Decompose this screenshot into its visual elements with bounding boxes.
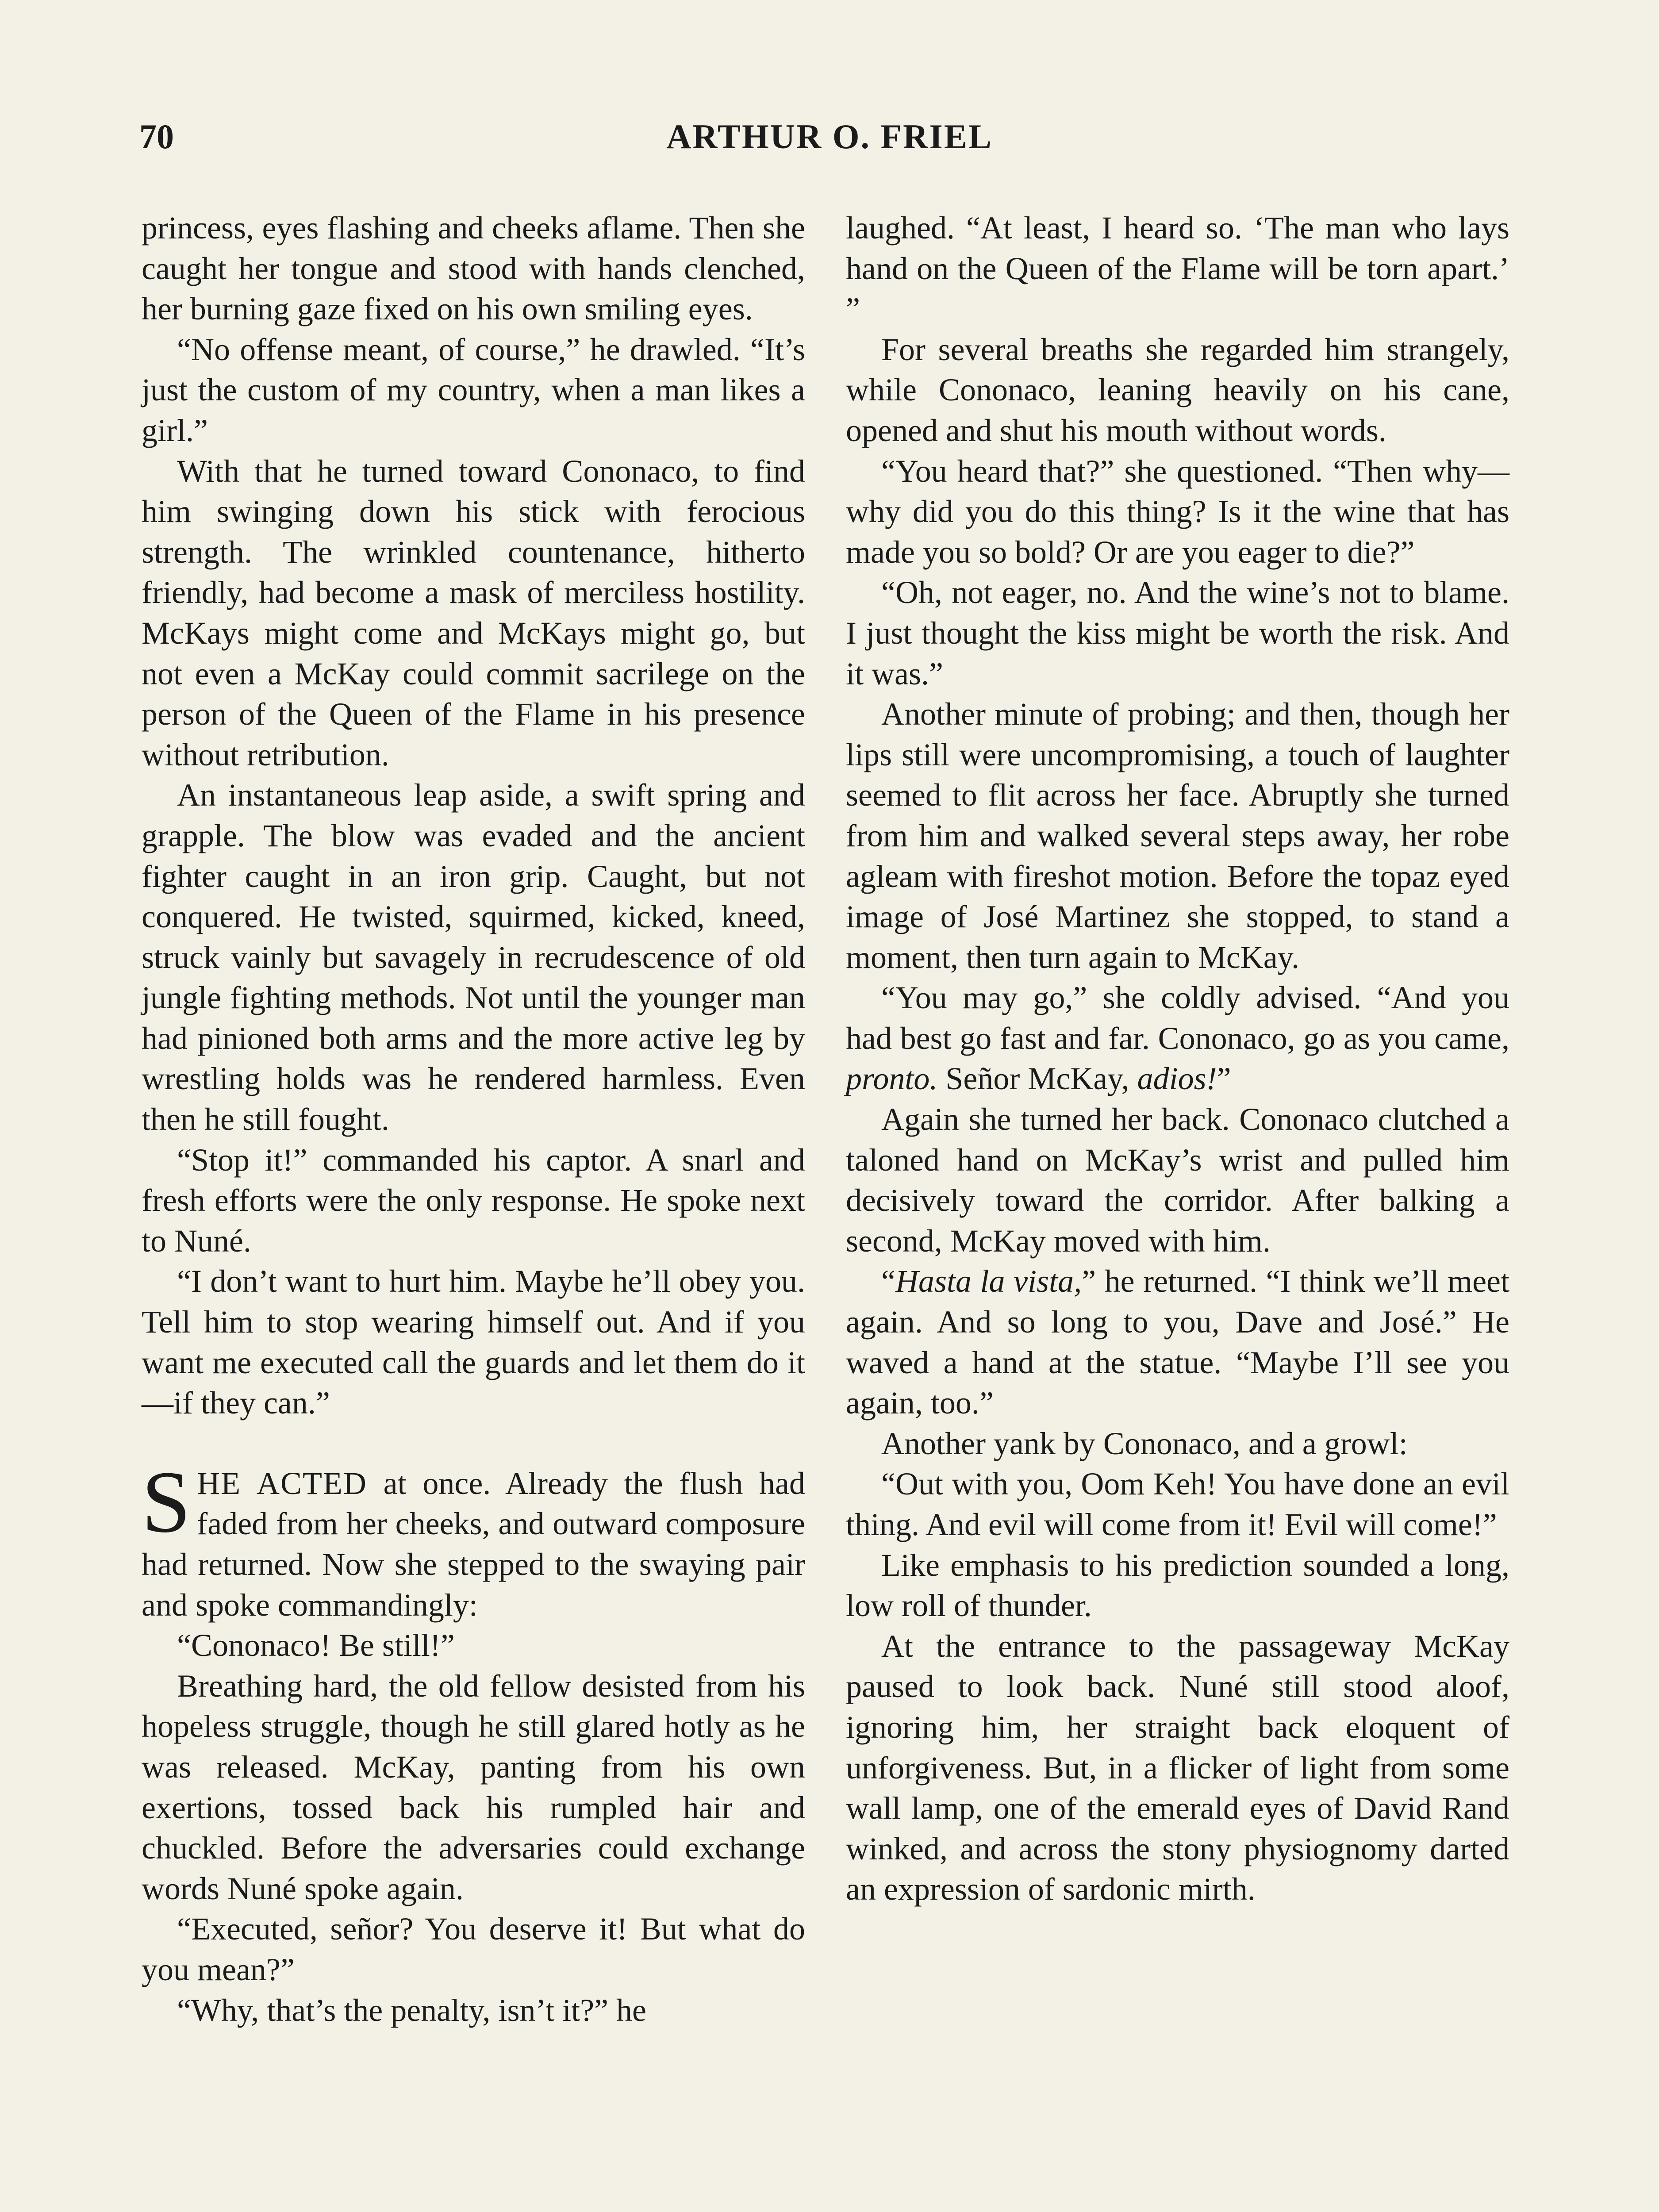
paragraph — [846, 978, 1509, 1099]
drop-cap: S — [142, 1453, 191, 1551]
paragraph-text: “ — [881, 1263, 895, 1299]
small-caps-lead: HE ACTED — [197, 1465, 367, 1501]
paragraph: Another minute of probing; and then, though her lips still were uncompromising, a touch of laughter seemed to flit across her face. Abruptly she turned from him and walked several steps away, her robe agleam with fireshot motion. Before the topaz eyed image of José Martinez she stopped, to stand a moment, then turn again to McKay. — [846, 696, 1509, 975]
paragraph: Again she turned her back. Cononaco clutched a taloned hand on McKay’s wrist and pulled him decisively toward the corridor. After balking a second, McKay moved with him. — [846, 1102, 1509, 1259]
paragraph: Breathing hard, the old fellow desisted from his hopeless struggle, though he still glared hotly as he was released. McKay, panting from his own exertions, tossed back his rumpled hair and chuckled. Before the adversaries could exchange words Nuné spoke again. — [142, 1668, 805, 1906]
paragraph: “You heard that?” she questioned. “Then why—why did you do this thing? Is it the wine that has made you so bold? Or are you eager to die?” — [846, 453, 1509, 570]
paragraph — [846, 1261, 1509, 1423]
paragraph: With that he turned toward Cononaco, to find him swinging down his stick with ferocious strength. The wrinkled countenance, hitherto friendly, had become a mask of merciless hostility. McKays might come and McKays might go, but not even a McKay could commit sacrilege on the person of the Queen of the Flame in his presence without retribution. — [142, 453, 805, 772]
paragraph-text: ” — [1217, 1061, 1231, 1097]
paragraph: “I don’t want to hurt him. Maybe he’ll obey you. Tell him to stop wearing himself out. And if you want me executed call the guards and let them do it—if they can.” — [142, 1263, 805, 1421]
paragraph: “Out with you, Oom Keh! You have done an evil thing. And evil will come from it! Evil will come!” — [846, 1466, 1509, 1542]
italic-word: adios! — [1137, 1061, 1217, 1097]
italic-phrase: Hasta la vista, — [895, 1263, 1082, 1299]
paragraph-text: at once. Already the flush had faded from her cheeks, and outward composure had returned. Now she stepped to the swaying pair and spoke commandingly: — [142, 1465, 806, 1623]
right-column — [846, 208, 1509, 1910]
section-start-paragraph — [142, 1453, 806, 1625]
paragraph: laughed. “At least, I heard so. ‘The man who lays hand on the Queen of the Flame will be torn apart.’ ” — [846, 210, 1509, 327]
italic-word: pronto. — [846, 1061, 938, 1097]
paragraph-text: “You may go,” she coldly advised. “And you had best go fast and far. Cononaco, go as you came, — [846, 980, 1509, 1056]
paragraph: “Oh, not eager, no. And the wine’s not to blame. I just thought the kiss might be worth the risk. And it was.” — [846, 575, 1509, 691]
paragraph: Another yank by Cononaco, and a growl: — [881, 1425, 1408, 1461]
paragraph: “Stop it!” commanded his captor. A snarl and fresh efforts were the only response. He spoke next to Nuné. — [142, 1142, 805, 1259]
paragraph: “Why, that’s the penalty, isn’t it?” he — [177, 1992, 647, 2028]
left-column — [142, 208, 805, 2031]
paragraph: For several breaths she regarded him strangely, while Cononaco, leaning heavily on his cane, opened and shut his mouth without words. — [846, 331, 1509, 448]
paragraph: “No offense meant, of course,” he drawled. “It’s just the custom of my country, when a man likes a girl.” — [142, 331, 805, 448]
paragraph: An instantaneous leap aside, a swift spring and grapple. The blow was evaded and the ancient fighter caught in an iron grip. Caught, but not conquered. He twisted, squirmed, kicked, kneed, struck vainly but savagely in recrudescence of old jungle fighting methods. Not until the younger man had pinioned both arms and the more active leg by wrestling holds was he rendered harmless. Even then he still fought. — [142, 777, 805, 1137]
paragraph: princess, eyes flashing and cheeks aflame. Then she caught her tongue and stood with hands clenched, her burning gaze fixed on his own smiling eyes. — [142, 210, 805, 327]
running-head: ARTHUR O. FRIEL — [666, 117, 993, 156]
paragraph-text: Señor McKay, — [937, 1061, 1137, 1097]
page-number: 70 — [139, 117, 174, 156]
paragraph: At the entrance to the passageway McKay paused to look back. Nuné still stood aloof, ignoring him, her straight back eloquent of unforgiveness. But, in a flicker of light from some wall lamp, one of the emerald eyes of David Rand winked, and across the stony physiognomy darted an expression of sardonic mirth. — [846, 1628, 1509, 1907]
paragraph: “Cononaco! Be still!” — [177, 1628, 455, 1663]
paragraph-text: ” he returned. “I think we’ll meet again. And so long to you, Dave and José.” He waved a hand at the statue. “Maybe I’ll see you again, too.” — [846, 1263, 1509, 1421]
paragraph: “Executed, señor? You deserve it! But what do you mean?” — [142, 1911, 805, 1987]
paragraph: Like emphasis to his prediction sounded a long, low roll of thunder. — [846, 1547, 1509, 1624]
